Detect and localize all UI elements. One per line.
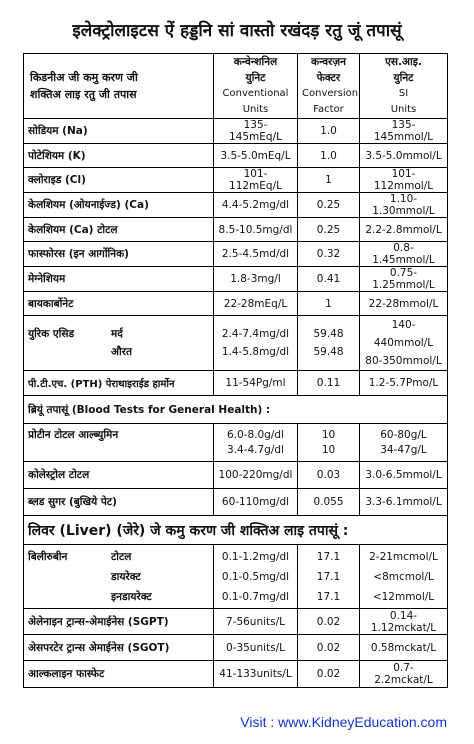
conversion-factor: 1	[298, 168, 360, 193]
test-name: केलशियम (Ca) टोटल	[24, 218, 214, 242]
si-value: 3.0-6.5mmol/L	[360, 462, 448, 489]
si-value: 2.2-2.8mmol/L	[360, 218, 448, 242]
conventional-value	[214, 545, 298, 609]
bilirubin-si-3: <12mmol/L	[372, 590, 435, 603]
si-value: 22-28mmol/L	[360, 292, 448, 316]
test-name	[24, 316, 214, 371]
protein-si-2: 34-47g/L	[380, 443, 427, 456]
uric-si-male: 140-440mmol/L	[373, 319, 434, 349]
si-value	[360, 316, 448, 371]
header-test-line1: किडनीअ जी कमु करण जी	[30, 71, 138, 84]
conventional-value: 11-54Pg/ml	[214, 371, 298, 396]
test-name: कोलेस्ट्रोल टोटल	[24, 462, 214, 489]
protein-factor-1: 10	[321, 428, 336, 441]
liver-tests-heading: लिवर (Liver) (जेरे) जे कमु करण जी शक्तिअ लाइ तपासूं :	[24, 516, 448, 545]
test-name: बायकार्बोनेट	[24, 292, 214, 316]
conversion-factor	[298, 545, 360, 609]
conversion-factor: 0.41	[298, 267, 360, 292]
test-name: अेलेनाइन ट्रान्स-अेमाईनेस (SGPT)	[24, 609, 214, 635]
conventional-value: 22-28mEq/L	[214, 292, 298, 316]
conversion-factor: 0.02	[298, 635, 360, 661]
header-factor-en2: Factor	[313, 104, 344, 115]
bilirubin-label: बिलीरुबीन	[28, 550, 68, 563]
uric-female-line	[28, 343, 209, 361]
bilirubin-factor-2: 17.1	[316, 570, 341, 583]
header-conv-hi1: कन्वेन्शनिल	[233, 56, 278, 68]
conventional-value	[214, 316, 298, 371]
conversion-factor: 0.055	[298, 489, 360, 516]
uric-conv-male: 2.4-7.4mg/dl	[221, 328, 290, 340]
conversion-factor	[298, 316, 360, 371]
header-si	[360, 54, 448, 119]
conversion-factor: 1.0	[298, 119, 360, 144]
test-name	[24, 545, 214, 609]
table-row	[24, 292, 448, 316]
bilirubin-factor-1: 17.1	[316, 550, 341, 563]
header-si-en2: Units	[390, 104, 417, 115]
table-row	[24, 193, 448, 218]
conventional-value: 0-35units/L	[214, 635, 298, 661]
header-test-line2: शक्तिअ लाइ रतु जी तपास	[30, 88, 137, 101]
header-conventional	[214, 54, 298, 119]
si-value: 0.14-1.12mckat/L	[360, 609, 448, 635]
conversion-factor: 0.25	[298, 218, 360, 242]
protein-conv-1: 6.0-8.0g/dl	[227, 428, 284, 441]
bilirubin-conv-1: 0.1-1.2mg/dl	[221, 550, 290, 563]
bilirubin-total-label: टोटल	[111, 550, 132, 563]
table-row-bilirubin	[24, 545, 448, 609]
conversion-factor: 1.0	[298, 144, 360, 168]
header-si-en1: SI	[398, 88, 409, 99]
conventional-value: 7-56units/L	[214, 609, 298, 635]
si-value: 3.3-6.1mmol/L	[360, 489, 448, 516]
conversion-factor: 0.02	[298, 609, 360, 635]
table-row	[24, 609, 448, 635]
protein-si-1: 60-80g/L	[380, 428, 427, 441]
conversion-factor: 0.32	[298, 242, 360, 267]
conversion-factor: 0.02	[298, 661, 360, 688]
conventional-value: 2.5-4.5md/dl	[214, 242, 298, 267]
bilirubin-line-2	[28, 567, 209, 587]
conversion-factor: 0.03	[298, 462, 360, 489]
conversion-factor: 1	[298, 292, 360, 316]
header-factor-hi1: कन्वरज़न	[311, 56, 346, 68]
table-row-uric-acid	[24, 316, 448, 371]
si-value: 135-145mmol/L	[360, 119, 448, 144]
conventional-value: 100-220mg/dl	[214, 462, 298, 489]
test-name: पी.टी.एच. (PTH) पेराथाइराईड हार्मोन	[24, 371, 214, 396]
header-factor-hi2: फेक्टर	[316, 72, 341, 84]
si-value: 101-112mmol/L	[360, 168, 448, 193]
footer-link[interactable]	[0, 714, 474, 730]
table-row-protein	[24, 424, 448, 462]
si-value: 0.7-2.2mckat/L	[360, 661, 448, 688]
uric-female-label: औरत	[111, 346, 133, 358]
conventional-value: 3.5-5.0mEq/L	[214, 144, 298, 168]
conventional-value	[214, 424, 298, 462]
page-title: इलेक्ट्रोलाइटस ऐं हड्डनि सां वास्तो रखंदड़ रतु जूं तपासूं	[72, 21, 402, 41]
test-name: केलशियम (ओयनाईज्ड) (Ca)	[24, 193, 214, 218]
uric-male-label: मर्द	[111, 328, 123, 340]
conversion-factor: 0.25	[298, 193, 360, 218]
uric-factor-female: 59.48	[313, 346, 344, 358]
uric-acid-label: युरिक एसिड	[28, 328, 75, 340]
test-name: ब्लड सुगर (बुखिये पेट)	[24, 489, 214, 516]
bilirubin-factor-3: 17.1	[316, 590, 341, 603]
si-value	[360, 545, 448, 609]
header-conv-en2: Units	[242, 104, 269, 115]
header-conversion	[298, 54, 360, 119]
header-si-hi2: युनिट	[393, 72, 414, 84]
bilirubin-si-2: <8mcmol/L	[373, 570, 434, 583]
table-row	[24, 661, 448, 688]
test-name: क्लोराइड (Cl)	[24, 168, 214, 193]
conventional-value: 1.8-3mg/l	[214, 267, 298, 292]
bilirubin-indirect-label: इनडायरेक्ट	[111, 590, 152, 603]
table-row	[24, 489, 448, 516]
test-name: फास्फोरस (इन आर्गोनिक)	[24, 242, 214, 267]
table-header-row	[24, 54, 448, 119]
section-row	[24, 516, 448, 545]
table-row	[24, 242, 448, 267]
conventional-value: 4.4-5.2mg/dl	[214, 193, 298, 218]
table-row	[24, 635, 448, 661]
protein-conv-2: 3.4-4.7g/dl	[227, 443, 284, 456]
test-name: प्रोटीन टोटल आल्ब्युमिन	[24, 424, 214, 462]
bilirubin-conv-2: 0.1-0.5mg/dl	[221, 570, 290, 583]
footer-link-text[interactable]: Visit : www.KidneyEducation.com	[240, 714, 447, 730]
table-row	[24, 371, 448, 396]
si-value	[360, 424, 448, 462]
bilirubin-direct-label: डायरेक्ट	[111, 570, 141, 583]
blood-tests-heading: ब्रियूं तपासूं (Blood Tests for General Health) :	[24, 396, 448, 424]
section-row	[24, 396, 448, 424]
table-row	[24, 218, 448, 242]
si-value: 1.2-5.7Pmo/L	[360, 371, 448, 396]
table-row	[24, 168, 448, 193]
header-conv-hi2: युनिट	[245, 72, 266, 84]
header-test-name	[24, 54, 214, 119]
table-row	[24, 462, 448, 489]
table-row	[24, 144, 448, 168]
test-name: मेग्नेशियम	[24, 267, 214, 292]
lab-reference-table	[23, 53, 448, 688]
conventional-value: 41-133units/L	[214, 661, 298, 688]
uric-conv-female: 1.4-5.8mg/dl	[221, 346, 290, 358]
conventional-value: 135-145mEq/L	[214, 119, 298, 144]
conventional-value: 8.5-10.5mg/dl	[214, 218, 298, 242]
header-conv-en1: Conventional	[222, 88, 289, 99]
si-value: 1.10-1.30mmol/L	[360, 193, 448, 218]
si-value: 0.75-1.25mmol/L	[360, 267, 448, 292]
table-row	[24, 119, 448, 144]
si-value: 0.8-1.45mmol/L	[360, 242, 448, 267]
bilirubin-line-3	[28, 587, 209, 607]
test-name: अेसपरटेर ट्रान्स अेमाईनेस (SGOT)	[24, 635, 214, 661]
bilirubin-conv-3: 0.1-0.7mg/dl	[221, 590, 290, 603]
bilirubin-si-1: 2-21mcmol/L	[369, 550, 438, 563]
conversion-factor	[298, 424, 360, 462]
conversion-factor: 0.11	[298, 371, 360, 396]
header-factor-en1: Conversion	[302, 88, 359, 99]
uric-factor-male: 59.48	[313, 328, 344, 340]
header-si-hi1: एस.आइ.	[385, 56, 422, 68]
conventional-value: 60-110mg/dl	[214, 489, 298, 516]
si-value: 0.58mckat/L	[360, 635, 448, 661]
uric-male-line	[28, 325, 209, 343]
bilirubin-line-1	[28, 547, 209, 567]
conventional-value: 101-112mEq/L	[214, 168, 298, 193]
table-row	[24, 267, 448, 292]
test-name: पोटेशियम (K)	[24, 144, 214, 168]
si-value: 3.5-5.0mmol/L	[360, 144, 448, 168]
uric-si-female: 80-350mmol/L	[365, 355, 442, 367]
test-name: सोडियम (Na)	[24, 119, 214, 144]
protein-factor-2: 10	[321, 443, 336, 456]
test-name: आल्कलाइन फास्फेट	[24, 661, 214, 688]
